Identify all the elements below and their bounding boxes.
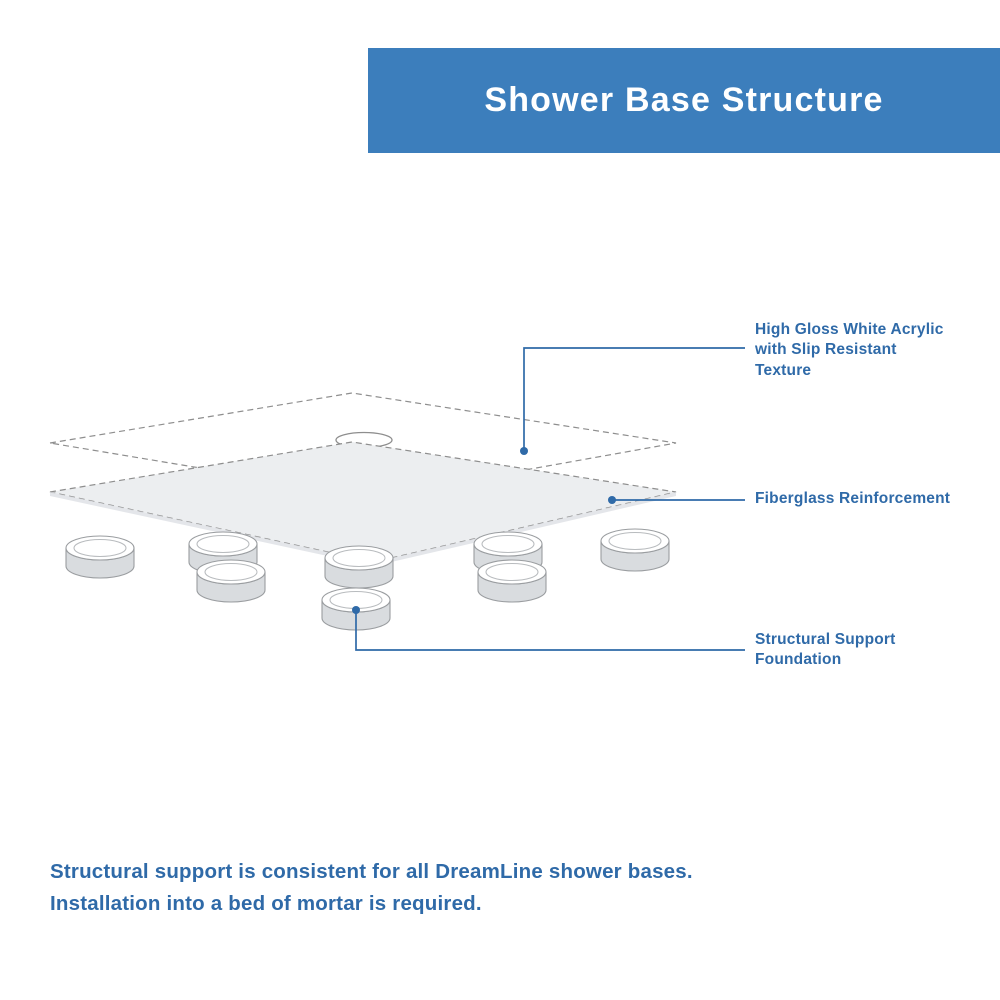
page-title: Shower Base Structure <box>484 81 884 119</box>
support-ring <box>325 546 393 588</box>
fiberglass-layer-outline <box>50 442 676 562</box>
leader-dot-fiberglass <box>608 496 616 504</box>
support-ring <box>601 529 669 571</box>
support-ring <box>478 560 546 602</box>
leader-support <box>356 612 745 650</box>
support-ring <box>197 560 265 602</box>
callout-label-fiberglass: Fiberglass Reinforcement <box>755 490 951 507</box>
callout-label-support: Structural Support Foundation <box>755 631 896 669</box>
leader-dot-support <box>352 606 360 614</box>
support-ring <box>66 536 134 578</box>
leader-acrylic <box>524 348 745 449</box>
callout-label-acrylic: High Gloss White Acrylic with Slip Resistant Texture <box>755 321 944 379</box>
leader-dot-acrylic <box>520 447 528 455</box>
footer-note: Structural support is consistent for all DreamLine shower bases. Installation into a bed of mortar is required. <box>50 860 693 915</box>
